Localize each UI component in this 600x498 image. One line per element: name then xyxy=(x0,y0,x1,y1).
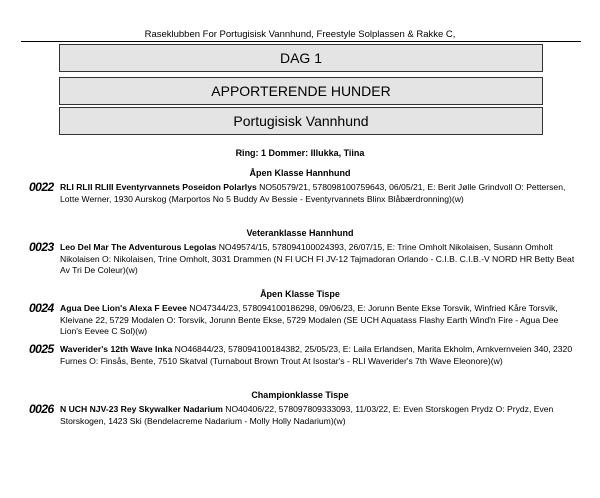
catalog-number: 0025 xyxy=(29,342,54,356)
class-heading: Åpen Klasse Hannhund xyxy=(249,168,351,178)
dog-details: NO50579/21, 578098100759643, 06/05/21, E: Berit Jølle Grindvoll O: Pettersen, Lotte Werner, 1930 Aurskog (Marportos No 5 Buddy Av Bessie - Eventyrvannets Blinx Blåbærdronning)(w) xyxy=(60,182,566,204)
catalog-number: 0024 xyxy=(29,301,54,315)
dog-details: NO49574/15, 578094100024393, 26/07/15, E: Trine Omholt Nikolaisen, Susann Omholt Nikolaisen O: Nikolaisen, Trine Omholt, 3031 Drammen (N FI UCH FI JV-12 Tajmadoran Orlando - C.I.B. C.I.B.-V NORD HR Betty Beat Av Tri De Coleur)(w) xyxy=(60,242,575,275)
catalog-number: 0022 xyxy=(29,180,54,194)
day-box: DAG 1 xyxy=(59,44,543,72)
catalog-number: 0023 xyxy=(29,240,54,254)
category-box: APPORTERENDE HUNDER xyxy=(59,77,543,105)
class-heading: Veteranklasse Hannhund xyxy=(246,228,354,238)
dog-name: Waverider's 12th Wave Inka xyxy=(60,344,173,354)
dog-details: NO46844/23, 578094100184382, 25/05/23, E: Laila Erlandsen, Marita Ekholm, Arnkvernveien 340, 2320 Furnes O: Finsås, Bente, 7510 Skatval (Turnabout Brown Trout At Isostar's - RLI Waverider's 7th Wave Eleonore)(w) xyxy=(60,344,573,366)
dog-details: NO47344/23, 578094100186298, 09/06/23, E: Jorunn Bente Ekse Torsvik, Winfried Kåre Torsvik, Kleivane 22, 5729 Modalen O: Torsvik, Jorunn Bente Ekse, 5729 Modalen (SE UCH Aquatass Flashy Earth Wind'n Fire - Agua Dee Lion's Eevee C Sol)(w) xyxy=(60,303,559,336)
entry-text xyxy=(60,182,580,205)
dog-name: N UCH NJV-23 Rey Skywalker Nadarium xyxy=(60,404,223,414)
dog-name: Leo Del Mar The Adventurous Legolas xyxy=(60,242,217,252)
dog-name: RLI RLII RLIII Eventyrvannets Poseidon Polarlys xyxy=(60,182,257,192)
header-rule xyxy=(21,41,581,42)
entry-text xyxy=(60,242,580,277)
entry-text xyxy=(60,344,580,367)
class-heading: Championklasse Tispe xyxy=(251,390,349,400)
breed-box: Portugisisk Vannhund xyxy=(59,107,543,135)
organizer-header: Raseklubben For Portugisisk Vannhund, Freestyle Solplassen & Rakke C, xyxy=(144,29,456,40)
entry-text xyxy=(60,303,580,338)
class-heading: Åpen Klasse Tispe xyxy=(260,289,340,299)
catalog-number: 0026 xyxy=(29,402,54,416)
entry-text xyxy=(60,404,580,427)
ring-judge-line: Ring: 1 Dommer: Illukka, Tiina xyxy=(235,148,365,158)
dog-details: NO40406/22, 578097809333093, 11/03/22, E: Even Storskogen Prydz O: Prydz, Even Storskogen, 1423 Ski (Bendelacreme Nadarium - Molly Holly Nadarium)(w) xyxy=(60,404,554,426)
dog-name: Agua Dee Lion's Alexa F Eevee xyxy=(60,303,187,313)
